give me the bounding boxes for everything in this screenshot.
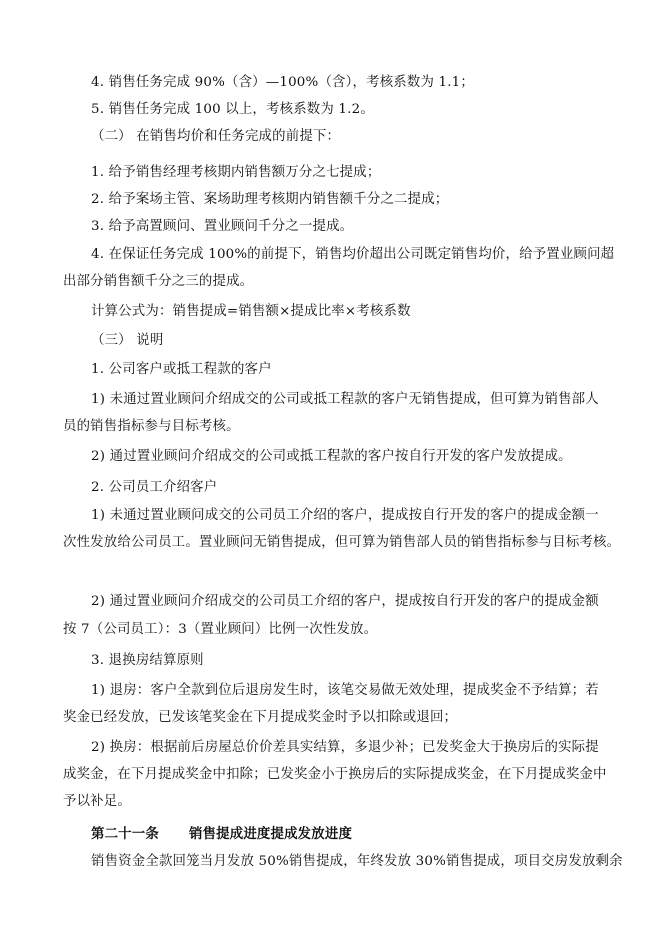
text-line: 1) 未通过置业顾问介绍成交的公司或抵工程款的客户无销售提成，但可算为销售部人	[91, 392, 599, 407]
text-line: 2. 公司员工介绍客户	[91, 480, 218, 495]
text-line: 次性发放给公司员工。置业顾问无销售提成，但可算为销售部人员的销售指标参与目标考核。	[63, 535, 621, 550]
text-line: 销售资金全款回笼当月发放 50%销售提成，年终发放 30%销售提成，项目交房发放剩余	[91, 854, 623, 869]
text-line: 2) 换房：根据前后房屋总价价差具实结算，多退少补；已发奖金大于换房后的实际提	[91, 740, 599, 755]
text-line: 5. 销售任务完成 100 以上，考核系数为 1.2。	[91, 102, 374, 117]
text-line: 1) 未通过置业顾问成交的公司员工介绍的客户，提成按自行开发的客户的提成金额一	[91, 508, 599, 523]
text-line: 2) 通过置业顾问介绍成交的公司或抵工程款的客户按自行开发的客户发放提成。	[91, 449, 572, 464]
text-line: 2) 通过置业顾问介绍成交的公司员工介绍的客户，提成按自行开发的客户的提成金额	[91, 594, 599, 609]
article-title: 销售提成进度提成发放进度	[188, 826, 353, 842]
formula-line: 计算公式为：销售提成=销售额×提成比率×考核系数	[91, 304, 411, 319]
text-line: 出部分销售额千分之三的提成。	[63, 274, 254, 289]
text-line: 奖金已经发放，已发该笔奖金在下月提成奖金时予以扣除或退回；	[63, 710, 458, 725]
text-line: 2. 给予案场主管、案场助理考核期内销售额千分之二提成；	[91, 192, 449, 207]
text-line: 员的销售指标参与目标考核。	[63, 419, 240, 434]
text-line: 1) 退房：客户全款到位后退房发生时，该笔交易做无效处理，提成奖金不予结算；若	[91, 683, 599, 698]
text-line: 予以补足。	[63, 794, 131, 809]
text-line: 3. 退换房结算原则	[91, 653, 204, 668]
text-line: 按 7（公司员工）：3（置业顾问）比例一次性发放。	[63, 622, 378, 637]
text-line: 4. 销售任务完成 90%（含）—100%（含），考核系数为 1.1；	[91, 75, 474, 90]
text-line: 1. 公司客户或抵工程款的客户	[91, 362, 272, 377]
section-heading: （三） 说明	[91, 333, 164, 348]
text-line: 4. 在保证任务完成 100%的前提下，销售均价超出公司既定销售均价，给予置业顾问超	[91, 247, 615, 262]
text-line: 3. 给予高置顾问、置业顾问千分之一提成。	[91, 219, 354, 234]
text-line: 成奖金，在下月提成奖金中扣除；已发奖金小于换房后的实际提成奖金，在下月提成奖金中	[63, 767, 607, 782]
text-line: 1. 给予销售经理考核期内销售额万分之七提成；	[91, 165, 381, 180]
article-heading	[91, 824, 352, 844]
article-number: 第二十一条	[91, 826, 159, 842]
section-heading: （二） 在销售均价和任务完成的前提下：	[91, 129, 341, 144]
